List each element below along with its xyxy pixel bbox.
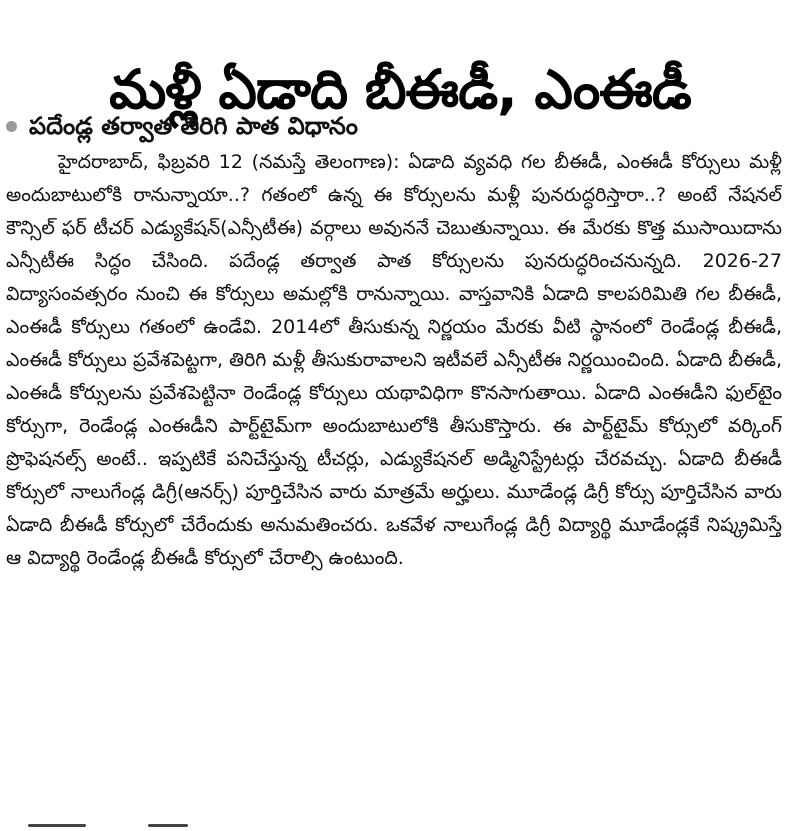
bullet-icon: [6, 121, 17, 132]
text-fragment-mark: [28, 824, 86, 827]
article-body: హైదరాబాద్, ఫిబ్రవరి 12 (నమస్తే తెలంగాణ): ఏడాది వ్యవధి గల బీఈడీ, ఎంఈడీ కోర్సులు మళ్లీ అందుబాటులోకి రానున్నాయా..? గతంలో ఉన్న ఈ కోర్సులను మళ్లీ పునరుద్ధరిస్తారా..? అంటే నేషనల్ కౌన్సిల్ ఫర్ టీచర్ ఎడ్యుకేషన్(ఎన్సీటీఈ) వర్గాలు అవుననే చెబుతున్నాయి. ఈ మేరకు కొత్త ముసాయిదాను ఎన్సీటీఈ సిద్ధం చేసింది. పదేండ్ల తర్వాత పాత కోర్సులను పునరుద్ధరించనున్నది. 2026-27 విద్యాసంవత్సరం నుంచి ఈ కోర్సులు అమల్లోకి రానున్నాయి. వాస్తవానికి ఏడాది కాలపరిమితి గల బీఈడీ, ఎంఈడీ కోర్సులు గతంలో ఉండేవి. 2014లో తీసుకున్న నిర్ణయం మేరకు వీటి స్థానంలో రెండేండ్ల బీఈడీ, ఎంఈడీ కోర్సులు ప్రవేశపెట్టగా, తిరిగి మళ్లీ తీసుకురావాలని ఇటీవలే ఎన్సీటీఈ నిర్ణయించింది. ఏడాది బీఈడీ, ఎంఈడీ కోర్సులను ప్రవేశపెట్టినా రెండేండ్ల కోర్సులు యథావిధిగా కొనసాగుతాయి. ఏడాది ఎంఈడీని ఫుల్‌టైం కోర్సుగా, రెండేండ్ల ఎంఈడీని పార్ట్‌టైమ్‌గా అందుబాటులోకి తీసుకొస్తారు. ఈ పార్ట్‌టైమ్ కోర్సులో వర్కింగ్ ప్రొఫెషనల్స్ అంటే.. ఇప్పటికే పనిచేస్తున్న టీచర్లు, ఎడ్యుకేషనల్ అడ్మినిస్ట్రేటర్లు చేరవచ్చు. ఏడాది బీఈడీ కోర్సులో నాలుగేండ్ల డిగ్రీ(ఆనర్స్) పూర్తిచేసిన వారు మాత్రమే అర్హులు. మూడేండ్ల డిగ్రీ కోర్సు పూర్తిచేసిన వారు ఏడాది బీఈడీ కోర్సులో చేరేందుకు అనుమతించరు. ఒకవేళ నాలుగేండ్ల డిగ్రీ విద్యార్థి మూడేండ్లకే నిష్క్రమిస్తే ఆ విద్యార్థి రెండేండ్ల బీఈడీ కోర్సులో చేరాల్సి ఉంటుంది.: [6, 151, 782, 569]
text-fragment-mark: [148, 824, 188, 827]
headline: మళ్లీ ఏడాది బీఈడీ, ఎంఈడీ: [109, 58, 691, 122]
subheadline-row: [6, 108, 786, 144]
subheadline: పదేండ్ల తర్వాత తిరిగి పాత విధానం: [29, 112, 358, 140]
next-column-fragment: [28, 818, 208, 831]
